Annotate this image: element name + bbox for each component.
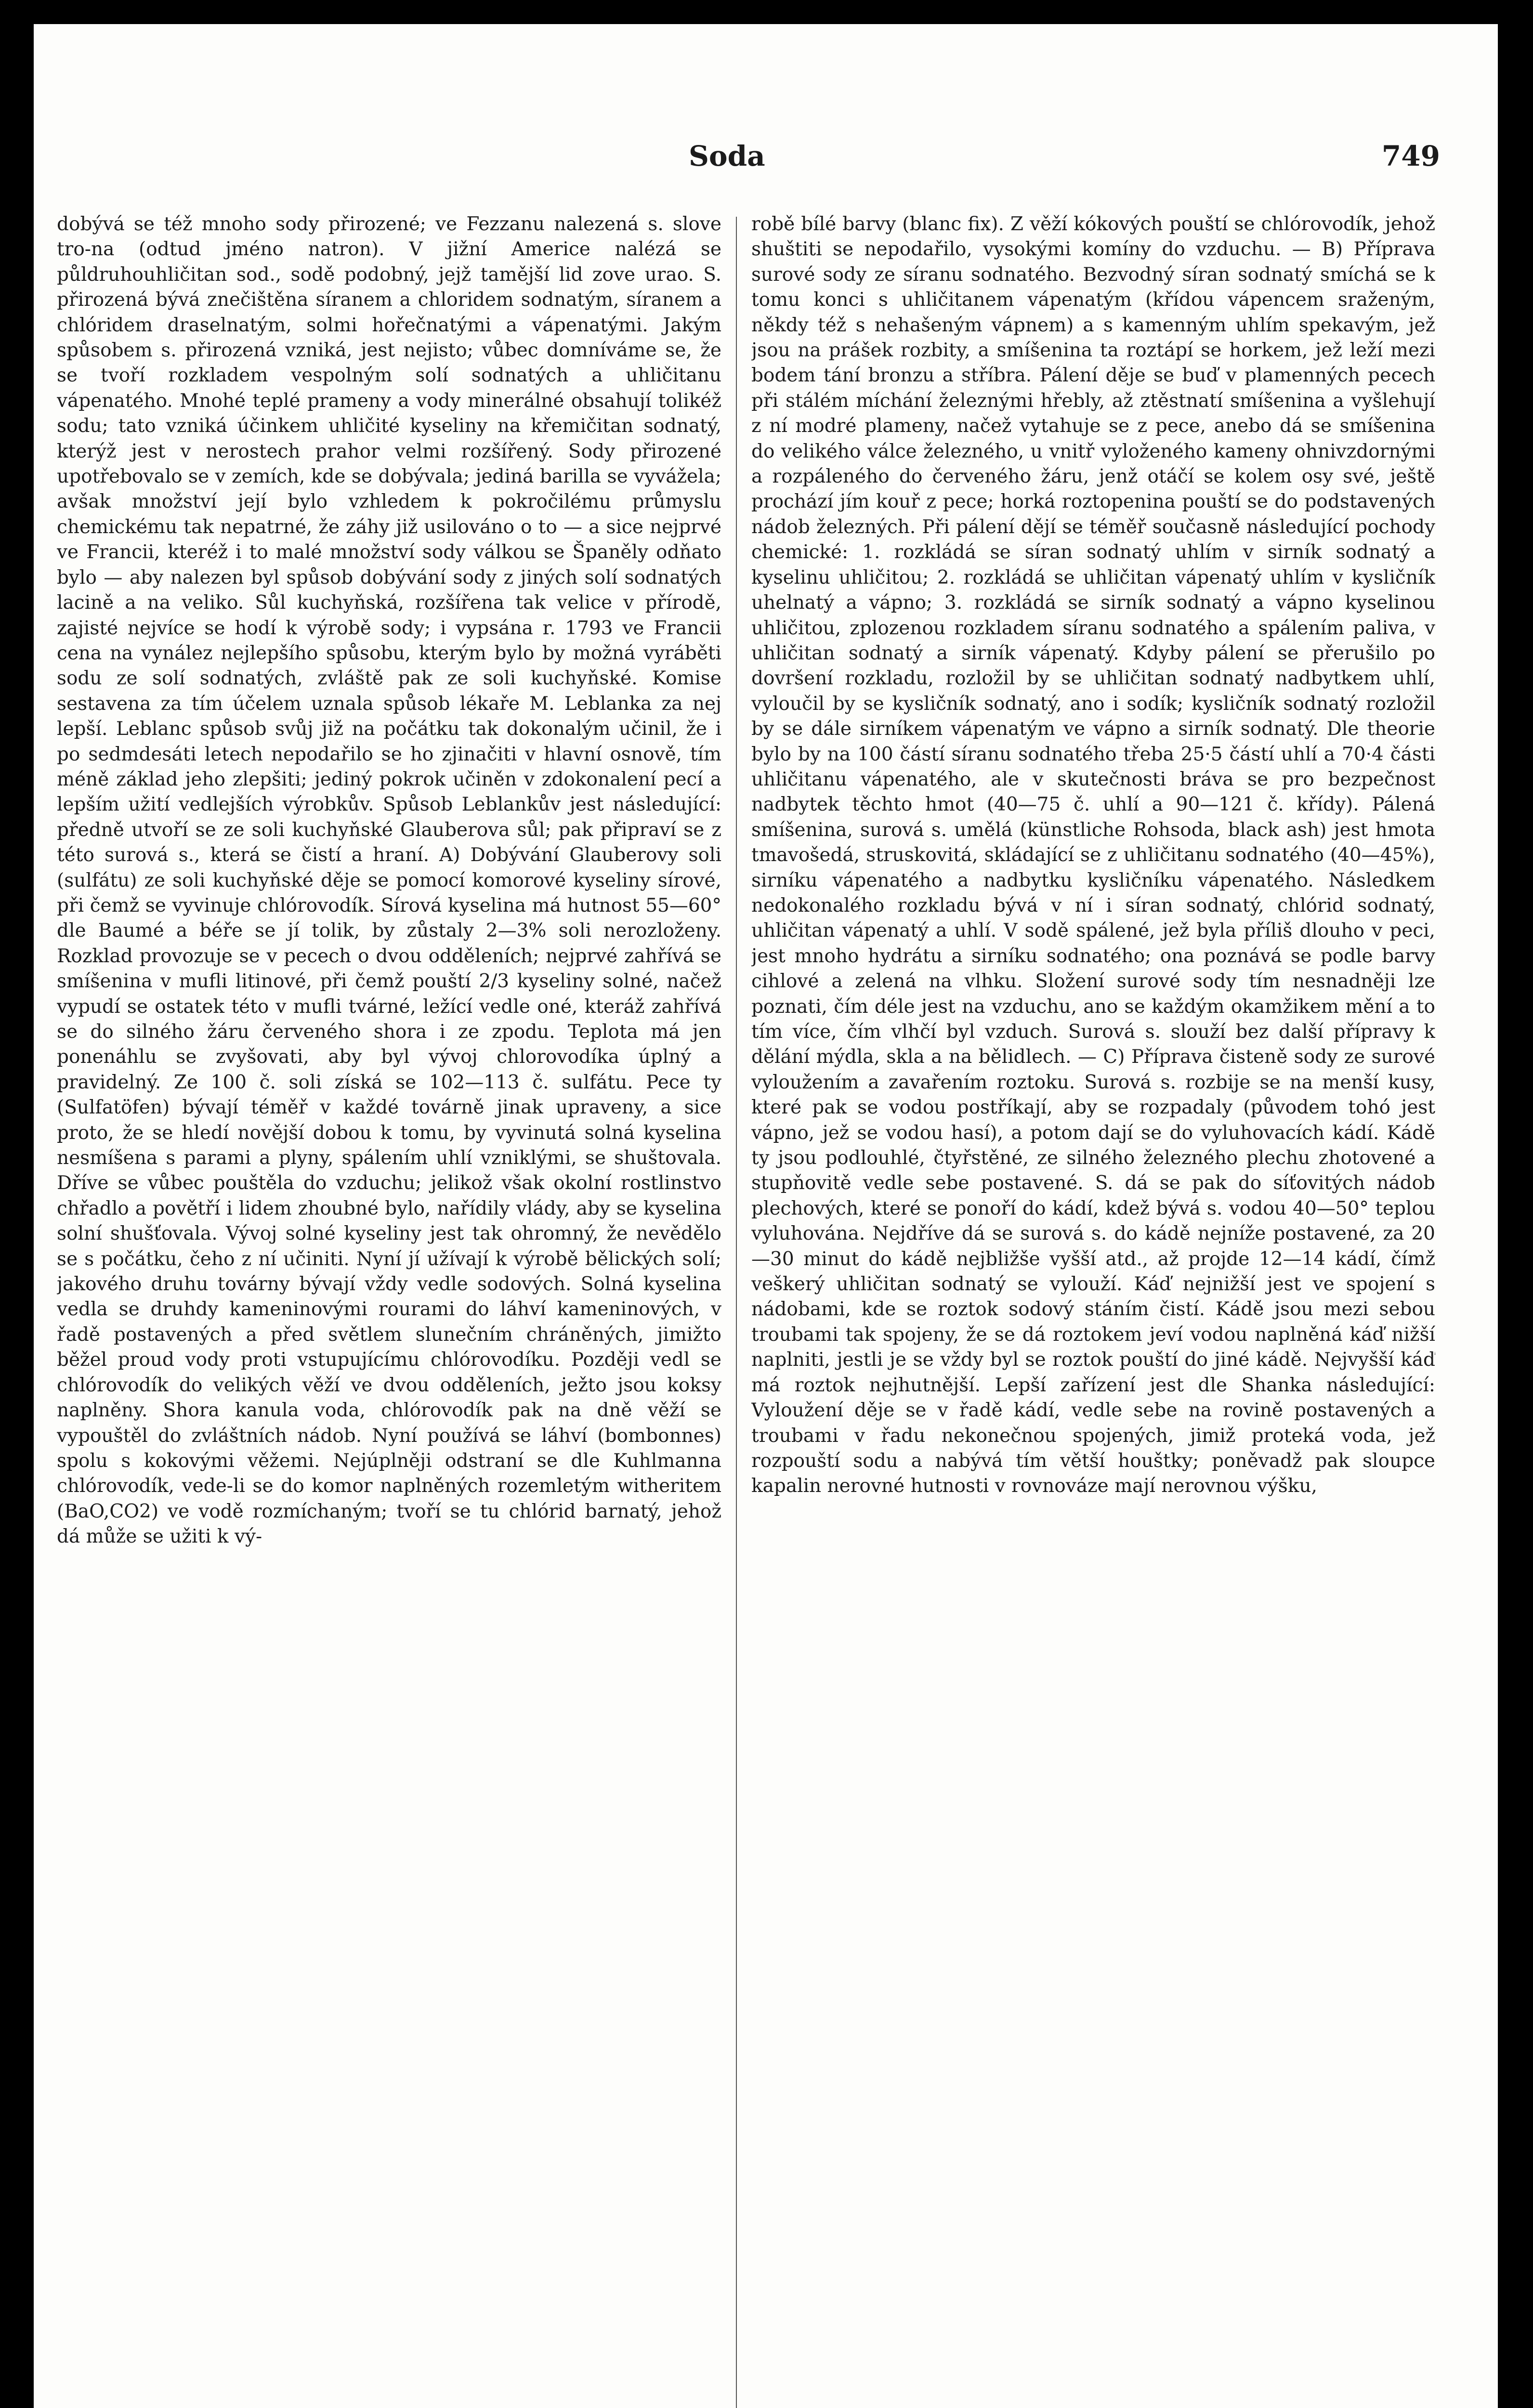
column-divider: [736, 217, 737, 2408]
running-header: [34, 140, 1498, 183]
left-column-text: dobývá se též mnoho sody přirozené; ve Fezzanu nalezená s. slove tro-na (odtud jméno natron). V jižní Americe nalézá se půldruhouhličitan sod., sodě podobný, jejž tamější lid zove urao. S. přirozená bývá znečištěna síranem a chloridem sodnatým, síranem a chlóridem draselnatým, solmi hořečnatými a vápenatými. Jakým spůsobem s. přirozená vzniká, jest nejisto; vůbec domníváme se, že se tvoří rozkladem vespolným solí sodnatých a uhličitanu vápenatého. Mnohé teplé prameny a vody minerálné obsahují tolikéž sodu; tato vzniká účinkem uhličité kyseliny na křemičitan sodnatý, kterýž jest v nerostech prahor velmi rozšířený. Sody přirozené upotřebovalo se v zemích, kde se dobývala; jediná barilla se vyvážela; avšak množství její bylo vzhledem k pokročilému průmyslu chemickému tak nepatrné, že záhy již usilováno o to — a sice nejprvé ve Francii, kteréž i to malé množství sody válkou se Španěly odňato bylo — aby nalezen byl spůsob dobývání sody z jiných solí sodnatých lacině a na veliko. Sůl kuchyňská, rozšířena tak velice v přírodě, zajisté nejvíce se hodí k výrobě sody; i vypsána r. 1793 ve Francii cena na vynález nejlepšího spůsobu, kterým bylo by možná vyráběti sodu ze solí sodnatých, zvláště pak ze soli kuchyňské. Komise sestavena za tím účelem uznala spůsob lékaře M. Leblanka za nej lepší. Leblanc spůsob svůj již na počátku tak dokonalým učinil, že i po sedmdesáti letech nepodařilo se ho zjinačiti v hlavní osnově, tím méně základ jeho zlepšiti; jediný pokrok učiněn v zdokonalení pecí a lepším užití vedlejších výrobkův. Spůsob Leblankův jest následující: předně utvoří se ze soli kuchyňské Glauberova sůl; pak připraví se z této surová s., která se čistí a hraní. A) Dobývání Glauberovy soli (sulfátu) ze soli kuchyňské děje se pomocí komorové kyseliny sírové, při čemž se vyvinuje chlórovodík. Sírová kyselina má hutnost 55—60° dle Baumé a béře se jí tolik, by zůstaly 2—3% soli nerozloženy. Rozklad provozuje se v pecech o dvou odděleních; nejprvé zahřívá se smíšenina v mufli litinové, při čemž pouští 2/3 kyseliny solné, načež vypudí se ostatek této v mufli tvárné, ležící vedle oné, kteráž zahřívá se do silného žáru červeného shora i ze zpodu. Teplota má jen ponenáhlu se zvyšovati, aby byl vývoj chlorovodíka úplný a pravidelný. Ze 100 č. soli získá se 102—113 č. sulfátu. Pece ty (Sulfatöfen) bývají téměř v každé továrně jinak upraveny, a sice proto, že se hledí novější dobou k tomu, by vyvinutá solná kyselina nesmíšena s parami a plyny, spálením uhlí vzniklými, se shuštovala. Dříve se vůbec pouštěla do vzduchu; jelikož však okolní rostlinstvo chřadlo a povětří i lidem zhoubné bylo, nařídily vlády, aby se kyselina solní shušťovala. Vývoj solné kyseliny jest tak ohromný, že nevědělo se s počátku, čeho z ní učiniti. Nyní jí užívají k výrobě bělických solí; jakového druhu továrny bývají vždy vedle sodových. Solná kyselina vedla se druhdy kameninovými rourami do láhví kameninových, v řadě postavených a před světlem slunečním chráněných, jimižto běžel proud vody proti vstupujícímu chlórovodíku. Později vedl se chlórovodík do velikých věží ve dvou odděleních, ježto jsou koksy naplněny. Shora kanula voda, chlórovodík pak na dně věží se vypouštěl do zvláštních nádob. Nyní používá se láhví (bombonnes) spolu s kokovými věžemi. Nejúplněji odstraní se dle Kuhlmanna chlórovodík, vede-li se do komor naplněných rozemletým witheritem (BaO,CO2) ve vodě rozmíchaným; tvoří se tu chlórid barnatý, jehož dá může se užiti k vý-: [57, 213, 721, 1548]
left-column: [57, 212, 721, 2408]
scanned-page: [34, 24, 1498, 2408]
right-column-text: robě bílé barvy (blanc fix). Z věží kókových pouští se chlórovodík, jehož shuštiti se nepodařilo, vysokými komíny do vzduchu. — B) Příprava surové sody ze síranu sodnatého. Bezvodný síran sodnatý smíchá se k tomu konci s uhličitanem vápenatým (křídou vápencem sraženým, někdy též s nehašeným vápnem) a s kamenným uhlím spekavým, jež jsou na prášek rozbity, a smíšenina ta roztápí se horkem, jež leží mezi bodem tání bronzu a stříbra. Pálení děje se buď v plamenných pecech při stálém míchání železnými hřebly, až ztěstnatí smíšenina a vyšlehují z ní modré plameny, načež vytahuje se z pece, anebo dá se smíšenina do velikého válce železného, u vnitř vyloženého kameny ohnivzdornými a rozpáleného do červeného žáru, jenž otáčí se kolem osy své, ještě prochází jím kouř z pece; horká roztopenina pouští se do podstavených nádob železných. Při pálení dějí se téměř současně následující pochody chemické: 1. rozkládá se síran sodnatý uhlím v sirník sodnatý a kyselinu uhličitou; 2. rozkládá se uhličitan vápenatý uhlím v kysličník uhelnatý a vápno; 3. rozkládá se sirník sodnatý a vápno kyselinou uhličitou, zplozenou rozkladem síranu sodnatého a spálením paliva, v uhličitan sodnatý a sirník vápenatý. Kdyby pálení se přerušilo po dovršení rozkladu, rozložil by se uhličitan sodnatý nadbytkem uhlí, vyloučil by se kysličník sodnatý, ano i sodík; kysličník sodnatý rozložil by se dále sirníkem vápenatým ve vápno a sirník sodnatý. Dle theorie bylo by na 100 částí síranu sodnatého třeba 25·5 částí uhlí a 70·4 části uhličitanu vápenatého, ale v skutečnosti bráva se pro bezpečnost nadbytek těchto hmot (40—75 č. uhlí a 90—121 č. křídy). Pálená smíšenina, surová s. umělá (künstliche Rohsoda, black ash) jest hmota tmavošedá, struskovitá, skládající se z uhličitanu sodnatého (40—45%), sirníku vápenatého a nadbytku kysličníku vápenatého. Následkem nedokonalého rozkladu bývá v ní i síran sodnatý, chlórid sodnatý, uhličitan vápenatý a uhlí. V sodě spálené, jež byla příliš dlouho v peci, jest mnoho hydrátu a sirníku sodnatého; ona poznává se podle barvy cihlové a zelená na vlhku. Složení surové sody tím nesnadněji lze poznati, čím déle jest na vzduchu, ano se každým okamžikem mění a to tím více, čím vlhčí byl vzduch. Surová s. slouží bez další přípravy k dělání mýdla, skla a na bělidlech. — C) Příprava čisteně sody ze surové vyloužením a zavařením roztoku. Surová s. rozbije se na menší kusy, které pak se vodou postříkají, aby se rozpadaly (původem tohó jest vápno, jež se vodou hasí), a potom dají se do vyluhovacích kádí. Kádě ty jsou podlouhlé, čtyřstěné, ze silného železného plechu zhotovené a stupňovitě vedle sebe postavené. S. dá se pak do síťovitých nádob plechových, které se ponoří do kádí, kdež bývá s. vodou 40—50° teplou vyluhována. Nejdříve dá se surová s. do kádě nejníže postavené, za 20—30 minut do kádě nejbližše vyšší atd., až projde 12—14 kádí, čímž veškerý uhličitan sodnatý se vylouží. Káď nejnižší jest ve spojení s nádobami, kde se roztok sodový stáním čistí. Kádě jsou mezi sebou troubami tak spojeny, že se dá roztokem jeví vodou naplněná káď nižší naplniti, jestli je se vždy byl se roztok pouští do jiné kádě. Nejvyšší káď má roztok nejhutnější. Lepší zařízení jest dle Shanka následující: Vyloužení děje se v řadě kádí, vedle sebe na rovině postavených a troubami v řadu nekonečnou spojených, jimiž proteká voda, jež rozpouští sodu a nabývá tím větší houštky; poněvadž pak sloupce kapalin nerovné hutnosti v rovnováze mají nerovnou výšku,: [751, 213, 1435, 1497]
page-number: 749: [1381, 140, 1440, 172]
right-column: [751, 212, 1435, 2408]
header-title: Soda: [689, 140, 765, 172]
